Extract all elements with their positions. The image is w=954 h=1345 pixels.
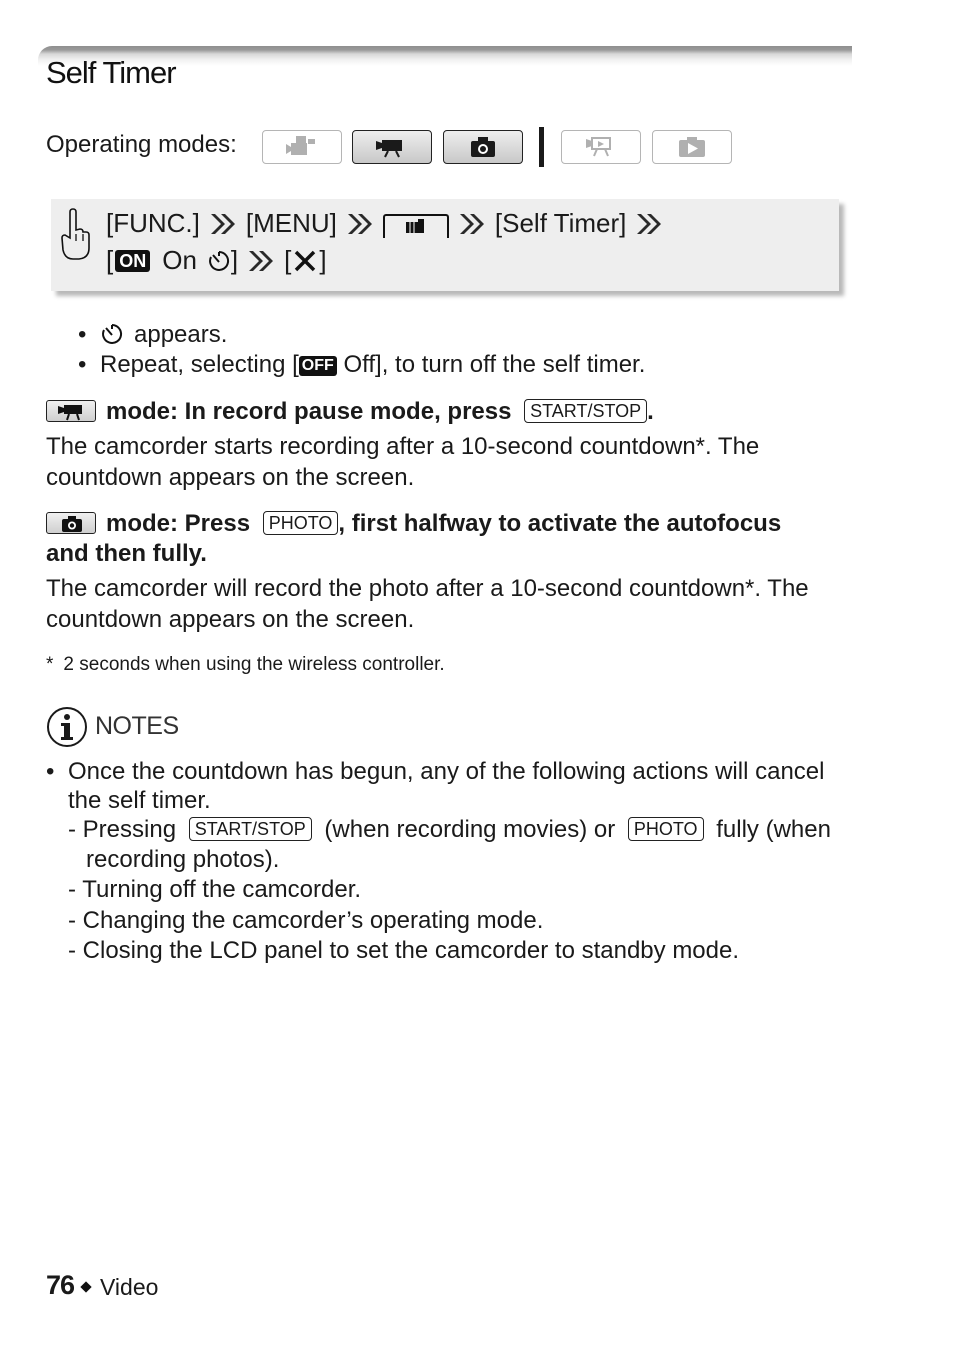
bullet-appears: • appears. xyxy=(78,321,228,348)
notes-line-1: Once the countdown has begun, any of the following actions will cancel xyxy=(68,758,825,785)
photo-mode-heading-post: , first halfway to activate the autofocus xyxy=(338,510,782,537)
repeat-text-pre: Repeat, selecting [ xyxy=(100,351,299,378)
section-name: Video xyxy=(100,1274,159,1300)
next-arrow-icon xyxy=(346,212,374,236)
on-badge: ON xyxy=(115,250,150,272)
appears-text: appears. xyxy=(134,321,228,348)
mode-photo-camera xyxy=(443,130,523,164)
close-bracket-open: [ xyxy=(284,245,292,275)
movie-mode-description xyxy=(46,431,759,493)
movie-mode-desc-line-1: The camcorder starts recording after a 10-second countdown*. The xyxy=(46,433,760,460)
photo-mode-chip xyxy=(46,512,96,534)
info-icon xyxy=(46,706,88,748)
menu-label: [MENU] xyxy=(245,208,337,238)
self-timer-icon xyxy=(207,249,231,273)
procedure-line-1 xyxy=(106,208,672,239)
on-label: On xyxy=(162,245,197,275)
photo-camera-icon xyxy=(47,513,97,535)
next-arrow-icon xyxy=(209,212,237,236)
notes-item-2: - Turning off the camcorder. xyxy=(68,876,362,903)
func-label: [FUNC.] xyxy=(106,208,200,238)
notes-item-3: - Changing the camcorder’s operating mode. xyxy=(68,907,544,934)
mode-photo-playback xyxy=(652,130,732,164)
mode-movie-camera xyxy=(352,130,432,164)
diamond-separator-icon xyxy=(80,1281,91,1292)
mode-separator xyxy=(539,127,544,167)
footnote-text: 2 seconds when using the wireless controller. xyxy=(63,654,445,675)
notes-pressing-line xyxy=(68,816,831,844)
bracket-close: ] xyxy=(230,245,239,275)
notes-press-pre: - Pressing xyxy=(68,816,177,843)
self-timer-icon xyxy=(100,322,124,346)
movie-playback-icon xyxy=(581,134,621,160)
photo-mode-desc-line-1: The camcorder will record the photo after a 10-second countdown*. The xyxy=(46,575,809,602)
operating-modes-label: Operating modes: xyxy=(46,131,237,158)
bullet-repeat: • Repeat, selecting [ OFF Off], to turn off the self timer. xyxy=(78,351,646,378)
camera-setup-tab-icon xyxy=(383,214,449,238)
notes-press-mid: (when recording movies) or xyxy=(324,816,616,843)
movie-camera-icon xyxy=(47,401,97,423)
footnote-mark: * xyxy=(46,654,54,675)
photo-mode-heading-pre: mode: Press xyxy=(106,510,251,537)
notes-bullet-line-1: • Once the countdown has begun, any of the following actions will cancel xyxy=(46,758,825,785)
notes-press-post: fully (when xyxy=(716,816,831,843)
photo-mode-description xyxy=(46,573,809,635)
repeat-text-post: Off], to turn off the self timer. xyxy=(343,351,646,378)
photo-key: PHOTO xyxy=(628,817,704,841)
off-badge: OFF xyxy=(299,356,337,376)
movie-mode-heading xyxy=(46,398,654,426)
touch-hand-icon xyxy=(59,208,93,262)
notes-item-4: - Closing the LCD panel to set the camcorder to standby mode. xyxy=(68,937,740,964)
mode-auto-movie xyxy=(262,130,342,164)
close-bracket-close: ] xyxy=(319,245,327,275)
page-number: 76 xyxy=(46,1270,75,1300)
movie-mode-heading-text: mode: In record pause mode, press xyxy=(106,398,512,425)
procedure-line-2 xyxy=(106,245,327,276)
notes-title: NOTES xyxy=(95,712,179,740)
photo-camera-icon xyxy=(463,134,503,160)
auto-movie-icon xyxy=(282,134,322,160)
close-icon xyxy=(293,249,317,273)
movie-camera-icon xyxy=(372,134,412,160)
movie-mode-desc-line-2: countdown appears on the screen. xyxy=(46,464,415,491)
notes-press-line-2: recording photos). xyxy=(86,846,280,873)
photo-mode-heading-line-2: and then fully. xyxy=(46,540,207,567)
start-stop-key: START/STOP xyxy=(524,399,647,423)
next-arrow-icon xyxy=(635,212,663,236)
next-arrow-icon xyxy=(247,249,275,273)
next-arrow-icon xyxy=(458,212,486,236)
photo-playback-icon xyxy=(672,134,712,160)
photo-mode-desc-line-2: countdown appears on the screen. xyxy=(46,606,415,633)
notes-line-2: the self timer. xyxy=(68,787,211,814)
photo-mode-heading xyxy=(46,510,781,538)
footnote xyxy=(46,654,445,676)
photo-key: PHOTO xyxy=(263,511,339,535)
page-title: Self Timer xyxy=(46,55,176,90)
movie-mode-chip xyxy=(46,400,96,422)
start-stop-key: START/STOP xyxy=(189,817,312,841)
mode-movie-playback xyxy=(561,130,641,164)
bracket-open: [ xyxy=(106,245,114,275)
self-timer-label: [Self Timer] xyxy=(494,208,627,238)
movie-mode-heading-end: . xyxy=(647,398,654,425)
